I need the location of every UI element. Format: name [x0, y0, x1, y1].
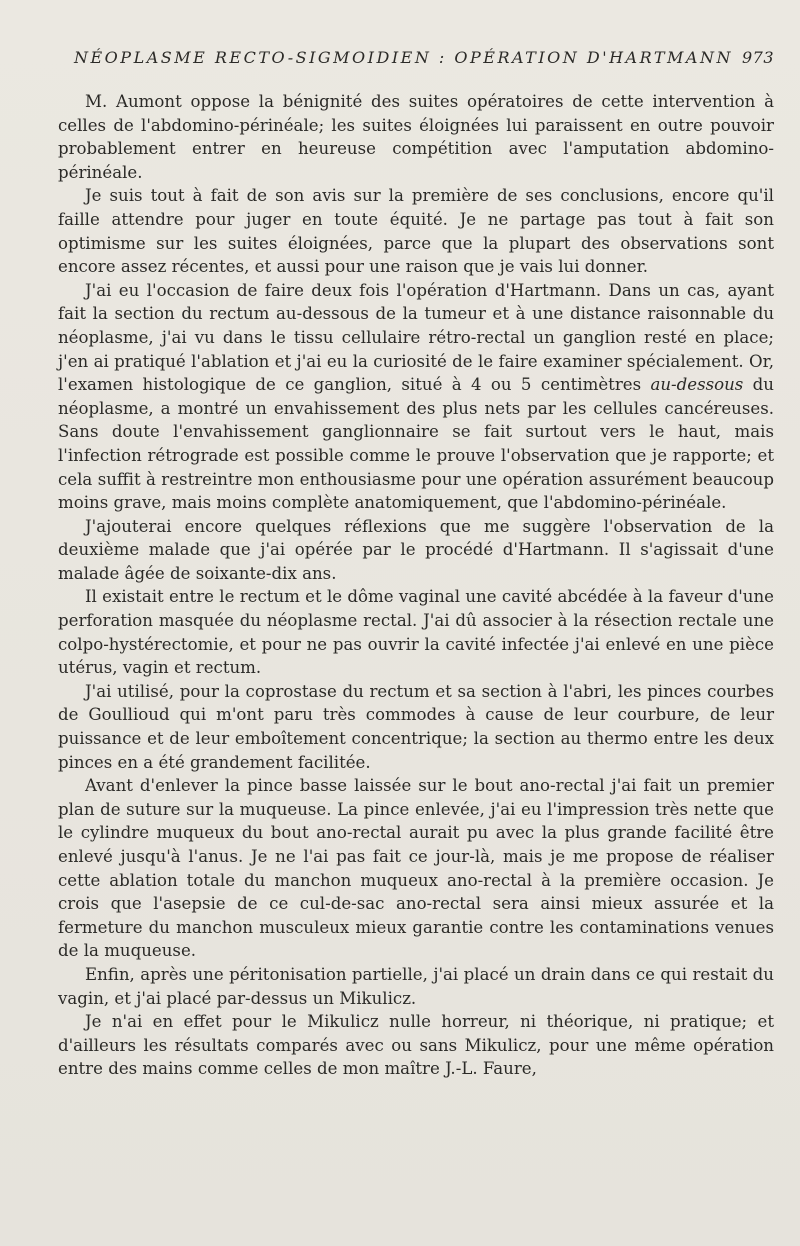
paragraph: Je suis tout à fait de son avis sur la première de ses conclusions, encore qu'il faille attendre pour juger en toute équité. Je ne partage pas tout à fait son optimisme sur les suites éloignées, parce que la plupart des observations sont encore assez récentes, et aussi pour une raison que je vais lui donner. [58, 186, 774, 277]
running-title: NÉOPLASME RECTO-SIGMOIDIEN : OPÉRATION D'HARTMANN [74, 48, 733, 67]
paragraph: Il existait entre le rectum et le dôme vaginal une cavité abcédée à la faveur d'une perforation masquée du néoplasme rectal. J'ai dû associer à la résection rectale une colpo-hystérectomie, et pour ne pas ouvrir la cavité infectée j'ai enlevé en une pièce utérus, vagin et rectum. [58, 587, 774, 678]
italic-emphasis: au-dessous [650, 375, 744, 395]
paragraph: J'ajouterai encore quelques réflexions que me suggère l'observation de la deuxième malade que j'ai opérée par le procédé d'Hartmann. Il s'agissait d'une malade âgée de soixante-dix ans. [58, 516, 774, 583]
paragraph: Enfin, après une péritonisation partielle, j'ai placé un drain dans ce qui restait du vagin, et j'ai placé par-dessus un Mikulicz. [58, 964, 774, 1008]
paragraph-text: du néoplasme, a montré un envahissement des plus nets par les cellules cancéreuses. Sans doute l'envahissement ganglionnaire se fait surtout vers le haut, mais l'infection rétrograde est possible comme le prouve l'observation que je rapporte; et cela suffit à restreintre mon enthousiasme pour une opération assurément beaucoup moins grave, mais moins complète anatomiquement, que l'abdomino-périnéale. [58, 375, 774, 513]
page-number: 973 [741, 48, 774, 67]
paragraph-text: J'ai eu l'occasion de faire deux fois l'opération d'Hartmann. Dans un cas, ayant fait la section du rectum au-dessous de la tumeur et à une distance raisonnable du néoplasme, j'ai vu dans le tissu cellulaire rétro-rectal un ganglion resté en place; j'en ai pratiqué l'ablation et j'ai eu la curiosité de le faire examiner spécialement. Or, l'examen histologique de ce ganglion, situé à 4 ou 5 centimètres [58, 280, 774, 395]
running-header [58, 40, 774, 70]
paragraph: M. Aumont oppose la bénignité des suites opératoires de cette intervention à celles de l'abdomino-périnéale; les suites éloignées lui paraissent en outre pouvoir probablement entrer en heureuse compétition avec l'amputation abdomino-périnéale. [58, 92, 774, 182]
paragraph: J'ai utilisé, pour la coprostase du rectum et sa section à l'abri, les pinces courbes de Goullioud qui m'ont paru très commodes à cause de leur courbure, de leur puissance et de leur emboîtement concentrique; la section au thermo entre les deux pinces en a été grandement facilitée. [58, 681, 774, 772]
body-text [58, 90, 774, 1081]
paragraph: Je n'ai en effet pour le Mikulicz nulle horreur, ni théorique, ni pratique; et d'ailleurs les résultats comparés avec ou sans Mikulicz, pour une même opération entre des mains comme celles de mon maître J.-L. Faure, [58, 1012, 774, 1079]
paragraph: Avant d'enlever la pince basse laissée sur le bout ano-rectal j'ai fait un premier plan de suture sur la muqueuse. La pince enlevée, j'ai eu l'impression très nette que le cylindre muqueux du bout ano-rectal aurait pu avec la plus grande facilité être enlevé jusqu'à l'anus. Je ne l'ai pas fait ce jour-là, mais je me propose de réaliser cette ablation totale du manchon muqueux ano-rectal à la première occasion. Je crois que l'asepsie de ce cul-de-sac ano-rectal sera ainsi mieux assurée et la fermeture du manchon musculeux mieux garantie contre les contaminations venues de la muqueuse. [58, 776, 774, 961]
paragraph [58, 279, 774, 515]
